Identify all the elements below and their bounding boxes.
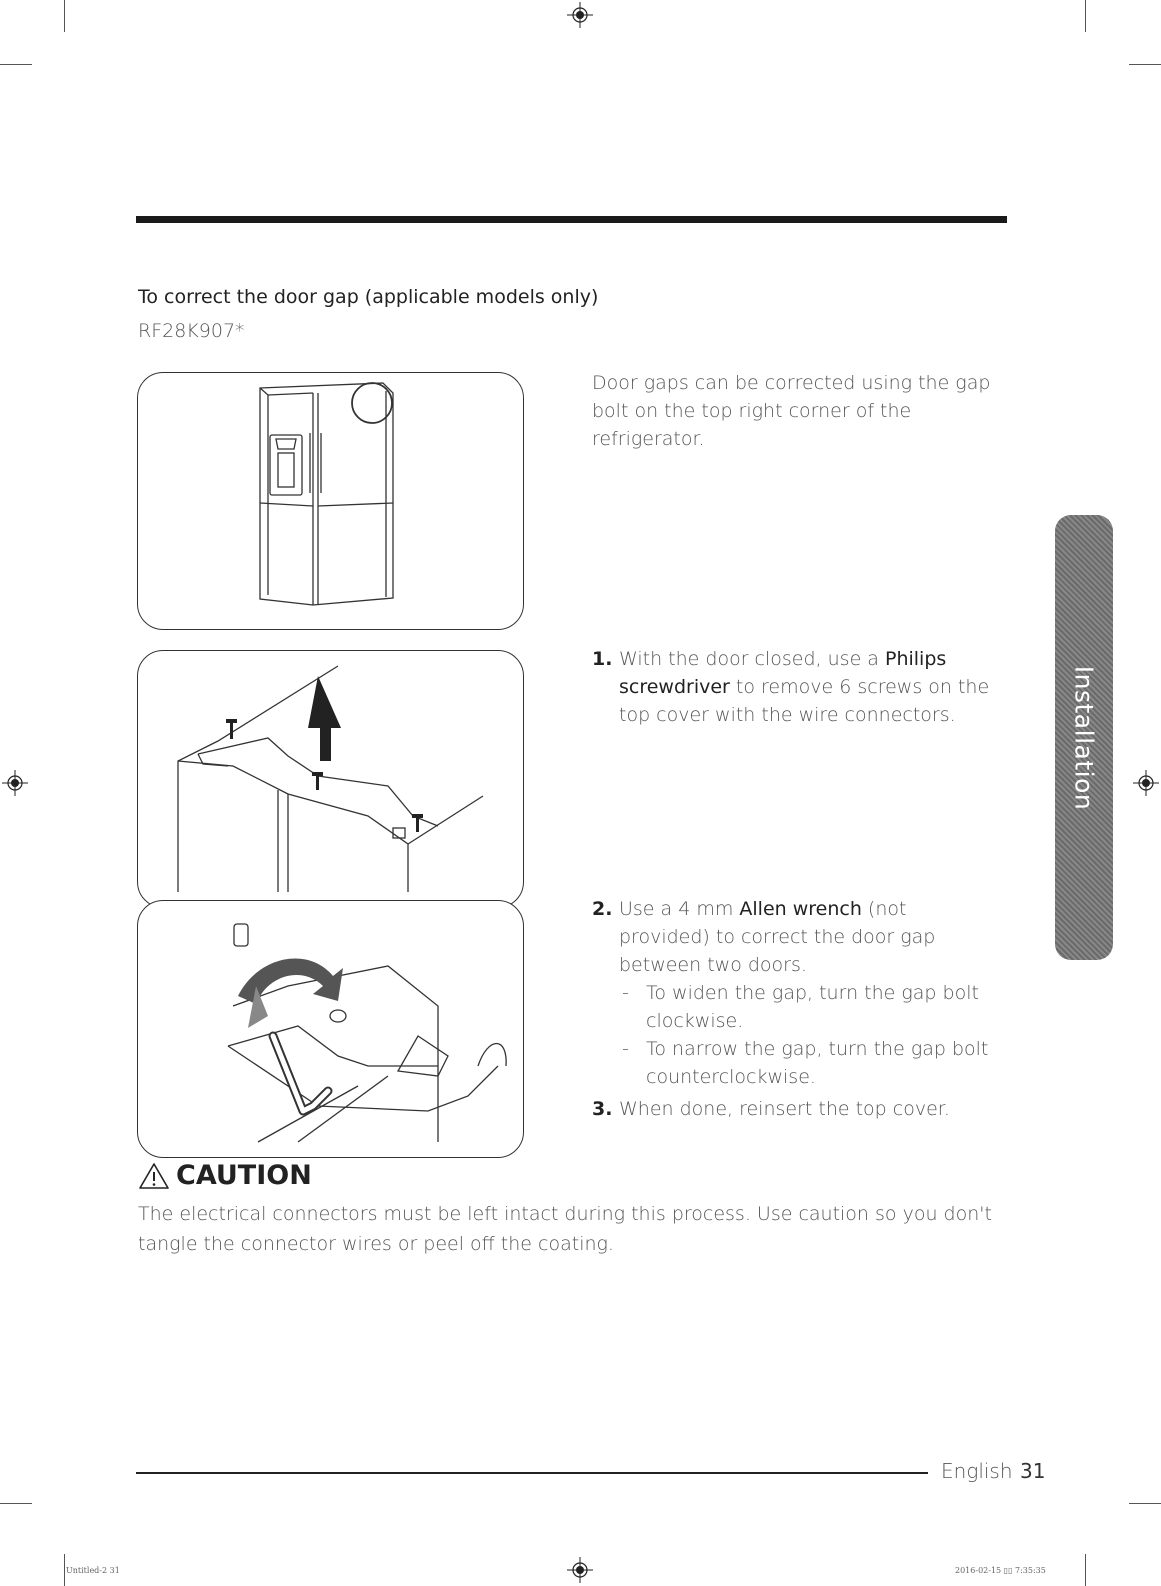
step-text: With the door closed, use a	[619, 648, 885, 670]
caution-title: CAUTION	[176, 1160, 312, 1191]
step-number: 1.	[592, 648, 613, 670]
model-number: RF28K907*	[138, 320, 245, 342]
registration-mark-icon	[2, 770, 28, 796]
sub-item: - To widen the gap, turn the gap bolt clockwise.	[622, 982, 979, 1032]
step-3	[592, 1095, 1002, 1123]
top-rule	[136, 216, 1007, 223]
refrigerator-illustration	[138, 373, 523, 629]
step-number: 3.	[592, 1098, 613, 1120]
top-cover-illustration	[138, 651, 523, 907]
caution-heading	[138, 1160, 312, 1191]
registration-mark-icon	[1133, 770, 1159, 796]
registration-mark-icon	[567, 1557, 593, 1583]
side-tab-installation	[1055, 515, 1113, 960]
caution-text: The electrical connectors must be left intact during this process. Use caution so you don't tangle the connector wires or peel off the coating.	[138, 1203, 992, 1255]
tool-name: Allen wrench	[739, 898, 862, 920]
step-text: Use a 4 mm	[619, 898, 740, 920]
footer-language: English	[941, 1459, 1013, 1483]
sub-item-text: To widen the gap, turn the gap bolt clockwise.	[646, 982, 979, 1032]
registration-mark-icon	[567, 2, 593, 28]
step-text: (not provided) to correct the door gap between two doors.	[619, 898, 936, 976]
crop-mark	[0, 64, 32, 65]
allen-wrench-illustration	[138, 901, 523, 1157]
crop-mark	[1085, 1554, 1086, 1586]
figure-top-cover-screws	[137, 650, 524, 908]
print-slug-left: Untitled-2 31	[66, 1566, 120, 1575]
step-text: When done, reinsert the top cover.	[619, 1098, 950, 1120]
step-text: to remove 6 screws on the top cover with the wire connectors.	[619, 676, 990, 726]
crop-mark	[1129, 1503, 1161, 1504]
page-number: 31	[1020, 1459, 1046, 1483]
crop-mark	[0, 1503, 32, 1504]
crop-mark	[1085, 0, 1086, 32]
footer-rule	[136, 1472, 928, 1474]
step-number: 2.	[592, 898, 613, 920]
side-tab-label: Installation	[1069, 665, 1099, 810]
figure-refrigerator	[137, 372, 524, 630]
intro-paragraph: Door gaps can be corrected using the gap bolt on the top right corner of the refrigerator.	[592, 372, 991, 450]
tool-name: Philips screwdriver	[619, 648, 947, 698]
step-1	[592, 645, 1002, 729]
crop-mark	[64, 0, 65, 32]
sub-item: - To narrow the gap, turn the gap bolt counterclockwise.	[622, 1038, 989, 1088]
crop-mark	[64, 1554, 65, 1586]
section-title: To correct the door gap (applicable models only)	[138, 286, 599, 308]
crop-mark	[1129, 64, 1161, 65]
step-2	[592, 895, 1002, 1091]
sub-item-text: To narrow the gap, turn the gap bolt counterclockwise.	[646, 1038, 989, 1088]
figure-allen-wrench	[137, 900, 524, 1158]
warning-triangle-icon	[138, 1162, 170, 1190]
print-slug-right: 2016-02-15 ▯▯ 7:35:35	[955, 1566, 1046, 1575]
